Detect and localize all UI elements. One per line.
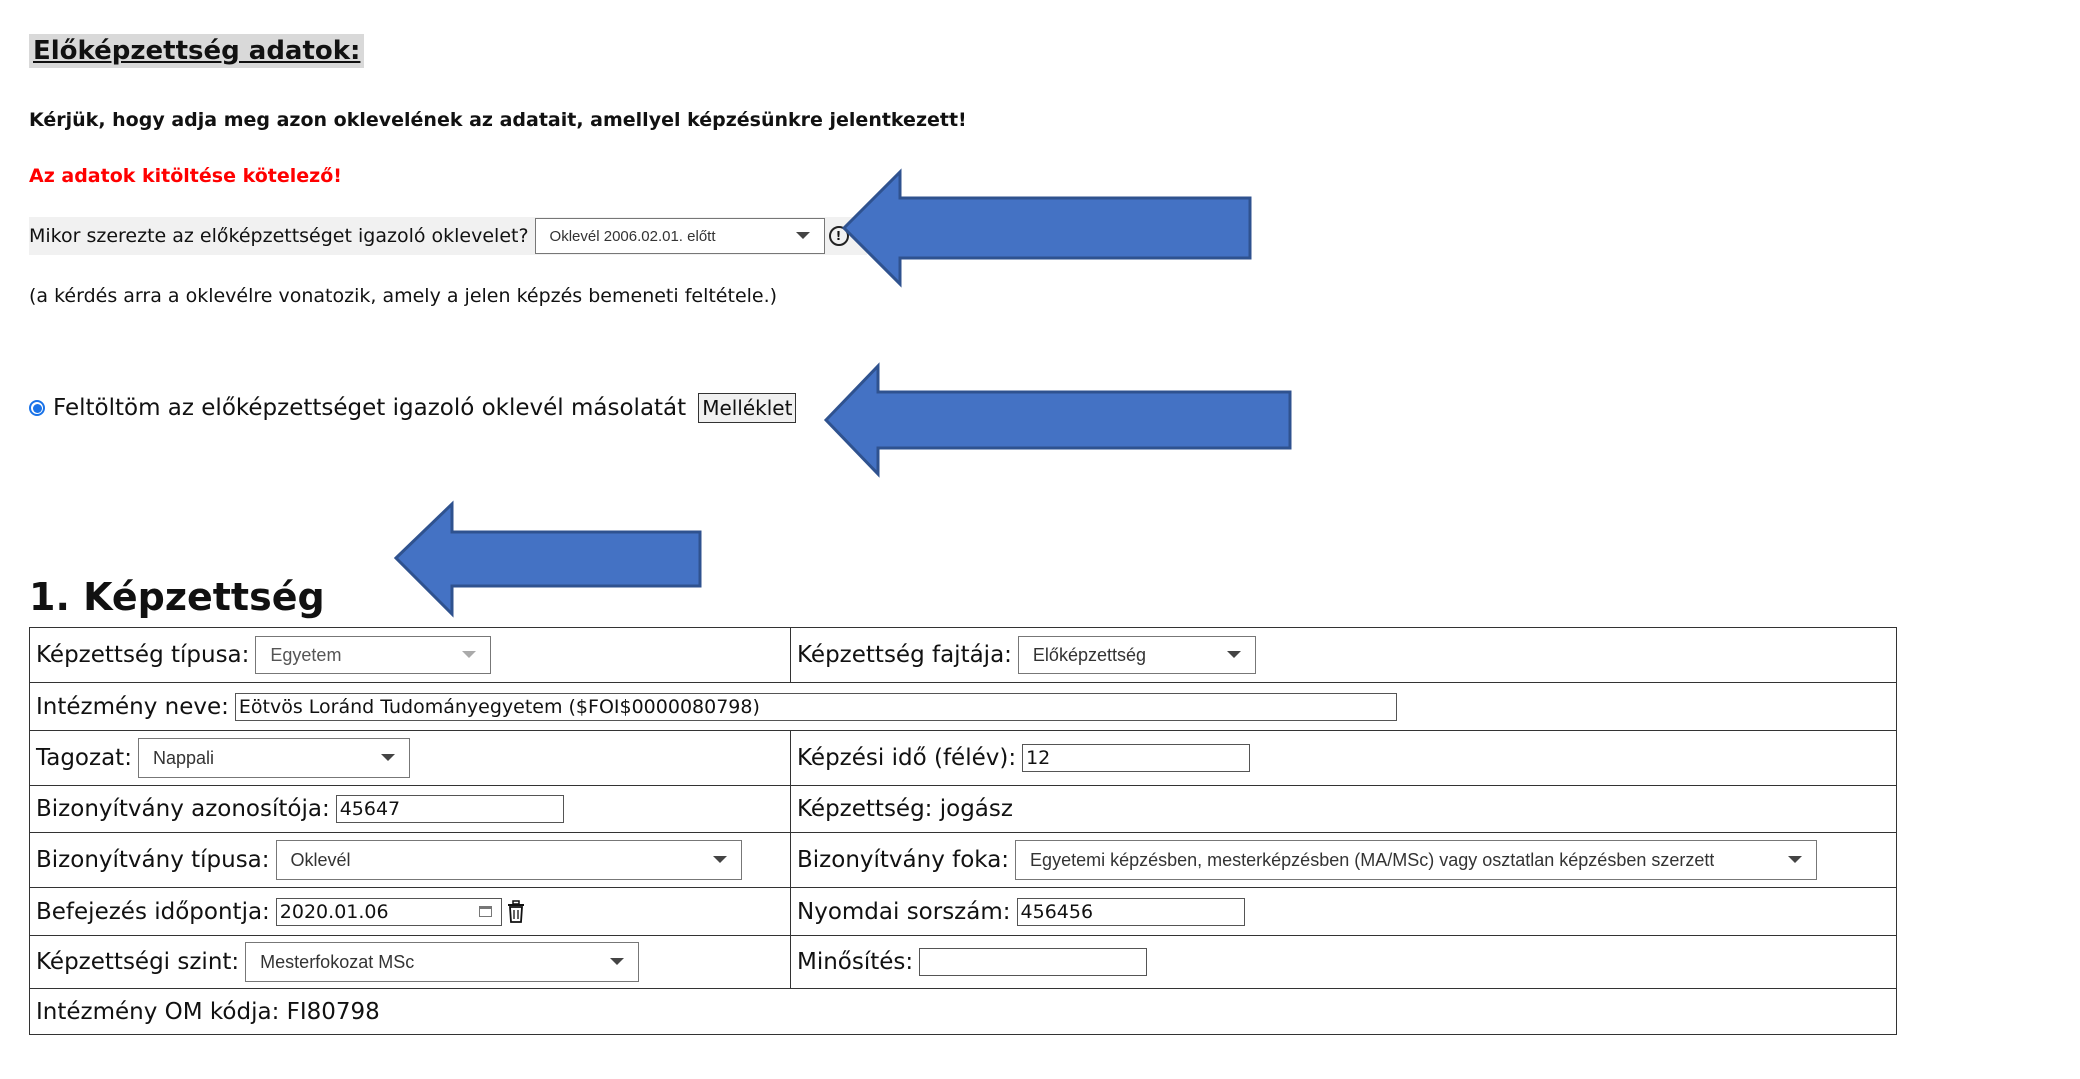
- qualification-heading: 1. Képzettség: [29, 575, 325, 619]
- chevron-down-icon: [462, 651, 476, 658]
- institution-label: Intézmény neve:: [36, 693, 229, 720]
- completion-date-input[interactable]: [276, 898, 502, 926]
- question-note: (a kérdés arra a oklevélre vonatozik, amely a jelen képzés bemeneti feltétele.): [29, 285, 778, 307]
- cert-id-input[interactable]: 45647: [336, 795, 564, 823]
- arrow-left-icon: [392, 500, 704, 620]
- arrow-left-icon: [822, 362, 1296, 478]
- info-icon[interactable]: !: [829, 226, 849, 246]
- print-serial-label: Nyomdai sorszám:: [797, 898, 1011, 925]
- completion-label: Befejezés időpontja:: [36, 898, 270, 925]
- cert-type-select[interactable]: [276, 840, 742, 880]
- qualification-text: Képzettség: jogász: [797, 796, 1013, 822]
- cert-type-value: Oklevél: [290, 849, 351, 870]
- print-serial-input[interactable]: 456456: [1017, 898, 1245, 926]
- cert-level-value: Egyetemi képzésben, mesterképzésben (MA/MSc) vagy osztatlan képzésben szerzett: [1030, 849, 1715, 870]
- kind-value: Előképzettség: [1032, 644, 1146, 665]
- diploma-date-value: Oklevél 2006.02.01. előtt: [549, 227, 716, 245]
- kind-label: Képzettség fajtája:: [797, 642, 1012, 668]
- duration-input[interactable]: 12: [1022, 744, 1250, 772]
- om-code-text: Intézmény OM kódja: FI80798: [36, 998, 380, 1025]
- attachment-button[interactable]: Melléklet: [698, 393, 796, 423]
- level-label: Képzettségi szint:: [36, 949, 240, 975]
- chevron-down-icon: [1227, 651, 1241, 658]
- qualification-table: [29, 627, 1897, 1035]
- completion-value: 2020.01.06: [279, 900, 389, 923]
- cert-type-label: Bizonyítvány típusa:: [36, 847, 270, 873]
- trash-icon[interactable]: [506, 900, 526, 924]
- cert-level-label: Bizonyítvány foka:: [797, 847, 1010, 873]
- diploma-date-select[interactable]: [535, 218, 825, 254]
- chevron-down-icon: [1788, 856, 1802, 863]
- arrow-left-icon: [840, 168, 1255, 288]
- chevron-down-icon: [610, 958, 624, 965]
- kind-select[interactable]: [1018, 636, 1256, 674]
- diploma-date-row: [29, 217, 867, 255]
- department-label: Tagozat:: [36, 745, 132, 771]
- upload-option: [29, 393, 796, 423]
- rating-input[interactable]: [919, 948, 1147, 976]
- section-title: Előképzettség adatok:: [29, 34, 364, 68]
- type-select[interactable]: [255, 636, 491, 674]
- calendar-icon[interactable]: [479, 906, 492, 917]
- chevron-down-icon: [713, 856, 727, 863]
- upload-label: Feltöltöm az előképzettséget igazoló oklevél másolatát: [53, 395, 687, 421]
- cert-id-label: Bizonyítvány azonosítója:: [36, 796, 330, 822]
- rating-label: Minősítés:: [797, 949, 914, 975]
- cert-level-select[interactable]: [1015, 840, 1817, 880]
- type-value: Egyetem: [270, 644, 342, 665]
- level-select[interactable]: [245, 942, 639, 982]
- intro-text: Kérjük, hogy adja meg azon oklevelének az adatait, amellyel képzésünkre jelentkezett!: [29, 109, 967, 131]
- level-value: Mesterfokozat MSc: [260, 951, 415, 972]
- department-select[interactable]: [138, 738, 410, 778]
- institution-input[interactable]: Eötvös Loránd Tudományegyetem ($FOI$0000080798): [235, 693, 1397, 721]
- required-note: Az adatok kitöltése kötelező!: [29, 165, 342, 187]
- chevron-down-icon: [381, 754, 395, 761]
- department-value: Nappali: [152, 747, 214, 768]
- upload-radio[interactable]: [29, 400, 45, 416]
- type-label: Képzettség típusa:: [36, 642, 250, 668]
- duration-label: Képzési idő (félév):: [797, 745, 1017, 771]
- chevron-down-icon: [796, 232, 810, 239]
- diploma-date-label: Mikor szerezte az előképzettséget igazoló oklevelet?: [29, 225, 529, 247]
